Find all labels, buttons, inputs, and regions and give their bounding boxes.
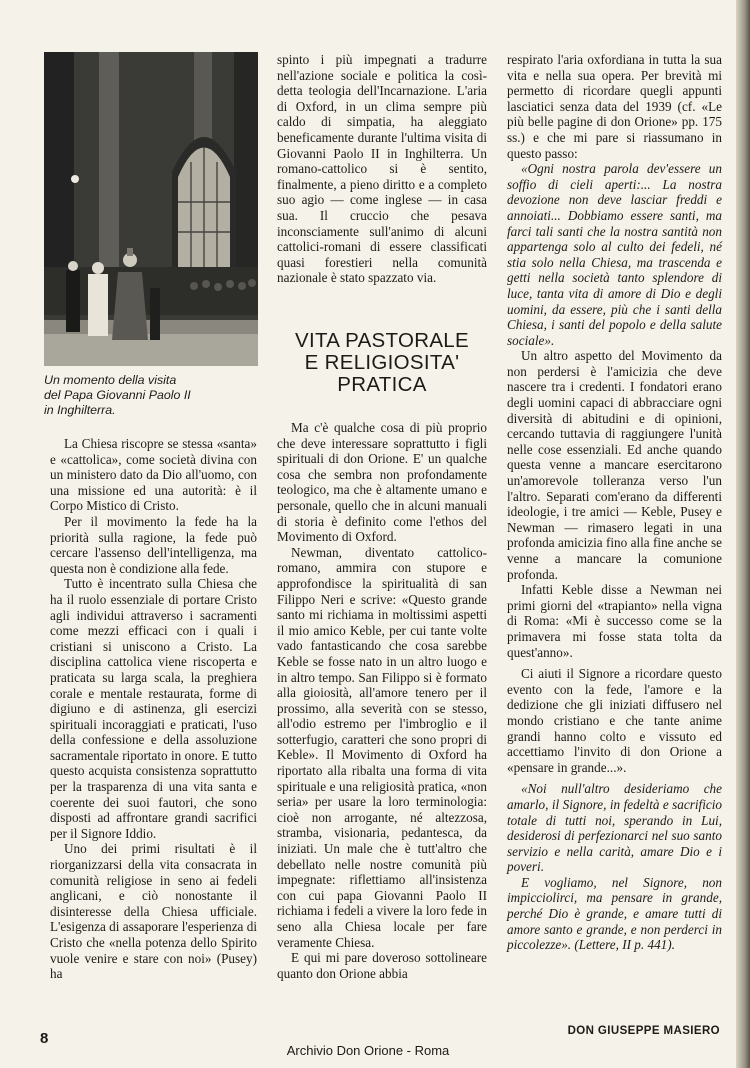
papal-visit-photo <box>44 52 258 366</box>
page-number: 8 <box>40 1030 49 1047</box>
column-right <box>507 52 722 953</box>
photo-icon <box>44 52 258 366</box>
page-spine-shadow <box>736 0 750 1068</box>
paragraph: Ci aiuti il Signore a ricordare questo evento con la fede, l'amore e la dedizione che gli iniziati diffusero nel mondo cristiano e che tante anime grandi hanno colto e vissuto ed accettiamo l'invito di don Orione a «pensare in grande...». <box>507 666 722 775</box>
column-left <box>50 436 257 982</box>
paragraph: «Ogni nostra parola dev'essere un soffio di cieli aperti:... La nostra devozione non deve lasciar freddi e annoiati... Dobbiamo essere santi, ma farci tali santi che la nostra santità non appartenga solo al culto dei fedeli, né stia solo nella Chiesa, ma trascenda e getti nella società tanto splendore di luce, tanta vita di amore di Dio e degli uomini, da essere, più che i santi della Chiesa, i santi del popolo e della salute sociale». <box>507 161 722 348</box>
archive-footer: Archivio Don Orione - Roma <box>286 1043 450 1058</box>
caption-line: Un momento della visita <box>44 373 177 387</box>
caption-line: del Papa Giovanni Paolo II <box>44 388 191 402</box>
heading-line: E RELIGIOSITA' <box>304 351 460 374</box>
paragraph: Ma c'è qualche cosa di più proprio che deve interessare soprattutto i figli spirituali di don Orione. E' un qualche cosa che sembra non profondamente teologico, ma che è altamente umano e personale, quello che in alcuni manuali di storia è definito come l'ethos del Movimento di Oxford. <box>277 420 487 545</box>
paragraph: Per il movimento la fede ha la priorità sulla ragione, la fede può cercare l'assenso dell'intelligenza, ma questa non è condizione alla fede. <box>50 513 257 576</box>
paragraph: «Noi null'altro desideriamo che amarlo, il Signore, in fedeltà e sacrificio totale di tutti noi, sperando in Lui, desiderosi di perfezionarci nel suo santo servizio e nella carità, amare Dio e i poveri. <box>507 781 722 875</box>
paragraph: Infatti Keble disse a Newman nei primi giorni del «trapianto» nella vigna di Roma: «Mi è successo come se la primavera mi fosse stata tolta da quest'anno». <box>507 582 722 660</box>
paragraph: Un altro aspetto del Movimento da non perdersi è l'amicizia che deve nascere tra i credenti. I fondatori erano degli uomini capaci di abbracciare ogni diversità di abitudini e di opinioni, cercando tuttavia di raggiungere l'unità nelle cose essenziali. Ed anche quando questa venne a mancare esercitarono un'amorevole tolleranza verso l'un l'altro. Separati com'erano da differenti ideologie, i tre amici — Keble, Pusey e Newman — rimasero legati in una profonda amicizia fino alla fine anche se venne a mancare la comunione profonda. <box>507 348 722 582</box>
heading-line: PRATICA <box>337 373 427 396</box>
paragraph: Tutto è incentrato sulla Chiesa che ha il ruolo essenziale di portare Cristo agli individui attraverso i sacramenti come mezzi efficaci con i quali i cristiani si uniscono a Cristo. La disciplina cattolica viene riscoperta e praticata su larga scala, la preghiera corale e mentale restaurata, forme di digiuno e di astinenza, gli esercizi spirituali incoraggiati e praticati, l'uso della confessione e della assoluzione sacramentale riportato in onore. E tutto questo acquista consistenza soprattutto per la trasparenza di una vita santa e coerente dei suoi fautori, che sono disposti ad affrontare grandi sacrifici per il Signore Iddio. <box>50 576 257 841</box>
column-middle-bottom <box>277 420 487 981</box>
paragraph: E qui mi pare doveroso sottolineare quanto don Orione abbia <box>277 950 487 981</box>
heading-line: VITA PASTORALE <box>295 329 469 352</box>
paragraph: La Chiesa riscopre se stessa «santa» e «cattolica», come società divina con un ministero dato da Dio all'uomo, con una missione ed una autorità: è il Corpo Mistico di Cristo. <box>50 436 257 514</box>
column-middle-top <box>277 52 487 286</box>
paragraph: E vogliamo, nel Signore, non impicciolirci, ma pensare in grande, perché Dio è grande, e amare tutti di amore santo e grande, e non perderci in piccolezze». (Lettere, II p. 441). <box>507 874 722 953</box>
paragraph: spinto i più impegnati a tradurre nell'azione sociale e politica la così-detta teologia dell'Incarnazione. L'aria di Oxford, in un clima sempre più caldo di simpatia, ha aleggiato beneficamente durante l'ultima visita di Giovanni Paolo II in Inghilterra. Un romano-cattolico si è sentito, finalmente, a pieno diritto e a completo suo agio — come inglese — in casa sua. Il cruccio che pesava inconsciamente sull'animo di alcuni cattolici-romani di essere classificati quasi forestieri nella comunità nazionale è stato spazzato via. <box>277 52 487 286</box>
paragraph: Uno dei primi risultati è il riorganizzarsi della vita consacrata in comunità religiose in seno ai fedeli anglicani, e ciò nonostante il disinteresse della Chiesa ufficiale. L'esigenza di assaporare l'esperienza di Cristo che «nella potenza dello Spirito vuole venire e stare con noi» (Pusey) ha <box>50 841 257 982</box>
paragraph: respirato l'aria oxfordiana in tutta la sua vita e nella sua opera. Per brevità mi permetto di ricordare quegli appunti lasciatici senza data del 1939 (cf. «Le più belle pagine di don Orione» pp. 175 ss.) e che mi pare si riassumano in questo passo: <box>507 52 722 161</box>
photo-caption <box>44 373 258 418</box>
paragraph: Newman, diventato cattolico-romano, ammira con stupore e approfondisce la spiritualità di san Filippo Neri e scrive: «Questo grande santo mi richiama in moltissimi aspetti il mio amico Keble, per cui tante volte vado fantasticando che cosa sarebbe Keble se fosse nato in un altro luogo e in altro tempo. San Filippo si è formato alla gioiosità, all'amore tenero per il prossimo, alla severità con se stesso, all'odio estremo per l'imbroglio e il sotterfugio, caratteri che sono propri di Keble». Il Movimento di Oxford ha riportato alla ribalta una forma di vita spirituale e una religiosità pratica, «non seria» per usare la loro terminologia: cioè non arrogante, né altezzosa, stramba, visionaria, pedantesca, da iniziati. Un male che è tutt'altro che debellato nelle nostre comunità più impegnate: riflettiamo all'insistenza con cui papa Giovanni Paolo II richiama i fedeli a vivere la loro fede in seno alla Chiesa locale per fare veramente Chiesa. <box>277 544 487 950</box>
section-heading <box>277 330 487 396</box>
caption-line: in Inghilterra. <box>44 403 116 417</box>
author-signature: DON GIUSEPPE MASIERO <box>567 1025 720 1037</box>
